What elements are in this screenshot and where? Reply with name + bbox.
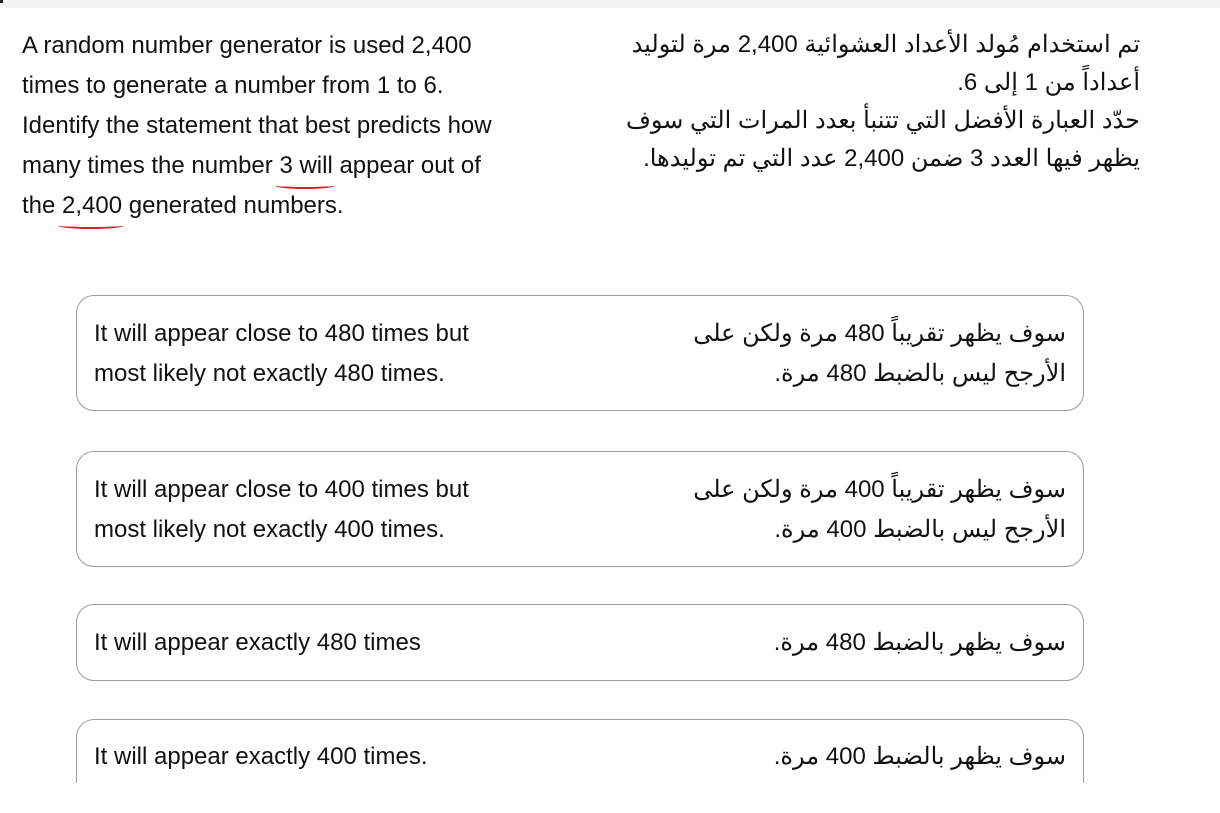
- question-line-arabic: أعداداً من 1 إلى 6.: [957, 69, 1140, 96]
- option-line: It will appear close to 480 times but: [94, 320, 469, 347]
- question-text-english: [22, 26, 582, 226]
- question-line: times to generate a number from 1 to 6.: [22, 72, 444, 99]
- option-line: most likely not exactly 480 times.: [94, 360, 445, 387]
- option-line-arabic: الأرجح ليس بالضبط 400 مرة.: [774, 516, 1066, 543]
- top-strip: [0, 0, 1220, 8]
- question-line-arabic: تم استخدام مُولد الأعداد العشوائية 2,400 مرة لتوليد: [631, 31, 1140, 58]
- question-text-fragment: generated numbers.: [122, 192, 344, 219]
- option-text-arabic: [646, 737, 1066, 777]
- answer-option-2[interactable]: [76, 451, 1084, 567]
- answer-option-1[interactable]: [76, 295, 1084, 411]
- option-text-english: [94, 623, 554, 663]
- option-text-arabic: [646, 314, 1066, 394]
- option-text-english: [94, 470, 554, 550]
- option-line: It will appear exactly 480 times: [94, 629, 421, 656]
- option-line-arabic: سوف يظهر تقريباً 400 مرة ولكن على: [693, 476, 1066, 503]
- option-text-english: [94, 737, 554, 777]
- question-line: Identify the statement that best predicts how: [22, 112, 492, 139]
- question-text-arabic: [580, 26, 1140, 178]
- option-text-english: [94, 314, 554, 394]
- corner-mark: [0, 0, 3, 3]
- question-text-fragment: appear out of: [332, 152, 481, 179]
- option-line: It will appear exactly 400 times.: [94, 743, 428, 770]
- option-line-arabic: سوف يظهر بالضبط 480 مرة.: [773, 629, 1066, 656]
- answer-option-3[interactable]: [76, 604, 1084, 681]
- question-text-fragment: many times the number: [22, 152, 280, 179]
- question-line-arabic: حدّد العبارة الأفضل التي تتنبأ بعدد المرات التي سوف: [625, 107, 1140, 134]
- option-line-arabic: الأرجح ليس بالضبط 480 مرة.: [774, 360, 1066, 387]
- question-line-arabic: يظهر فيها العدد 3 ضمن 2,400 عدد التي تم توليدها.: [643, 145, 1140, 172]
- option-line: It will appear close to 400 times but: [94, 476, 469, 503]
- option-text-arabic: [646, 470, 1066, 550]
- underlined-phrase-2400: 2,400: [62, 186, 122, 226]
- viewport-clip: [0, 783, 1220, 813]
- option-line: most likely not exactly 400 times.: [94, 516, 445, 543]
- question-line: A random number generator is used 2,400: [22, 32, 472, 59]
- option-line-arabic: سوف يظهر تقريباً 480 مرة ولكن على: [693, 320, 1066, 347]
- question-text-fragment: the: [22, 192, 63, 219]
- option-line-arabic: سوف يظهر بالضبط 400 مرة.: [773, 743, 1066, 770]
- question-line: [22, 146, 582, 186]
- underlined-phrase-3-will: 3 will: [279, 146, 332, 186]
- option-text-arabic: [646, 623, 1066, 663]
- question-line: [22, 186, 582, 226]
